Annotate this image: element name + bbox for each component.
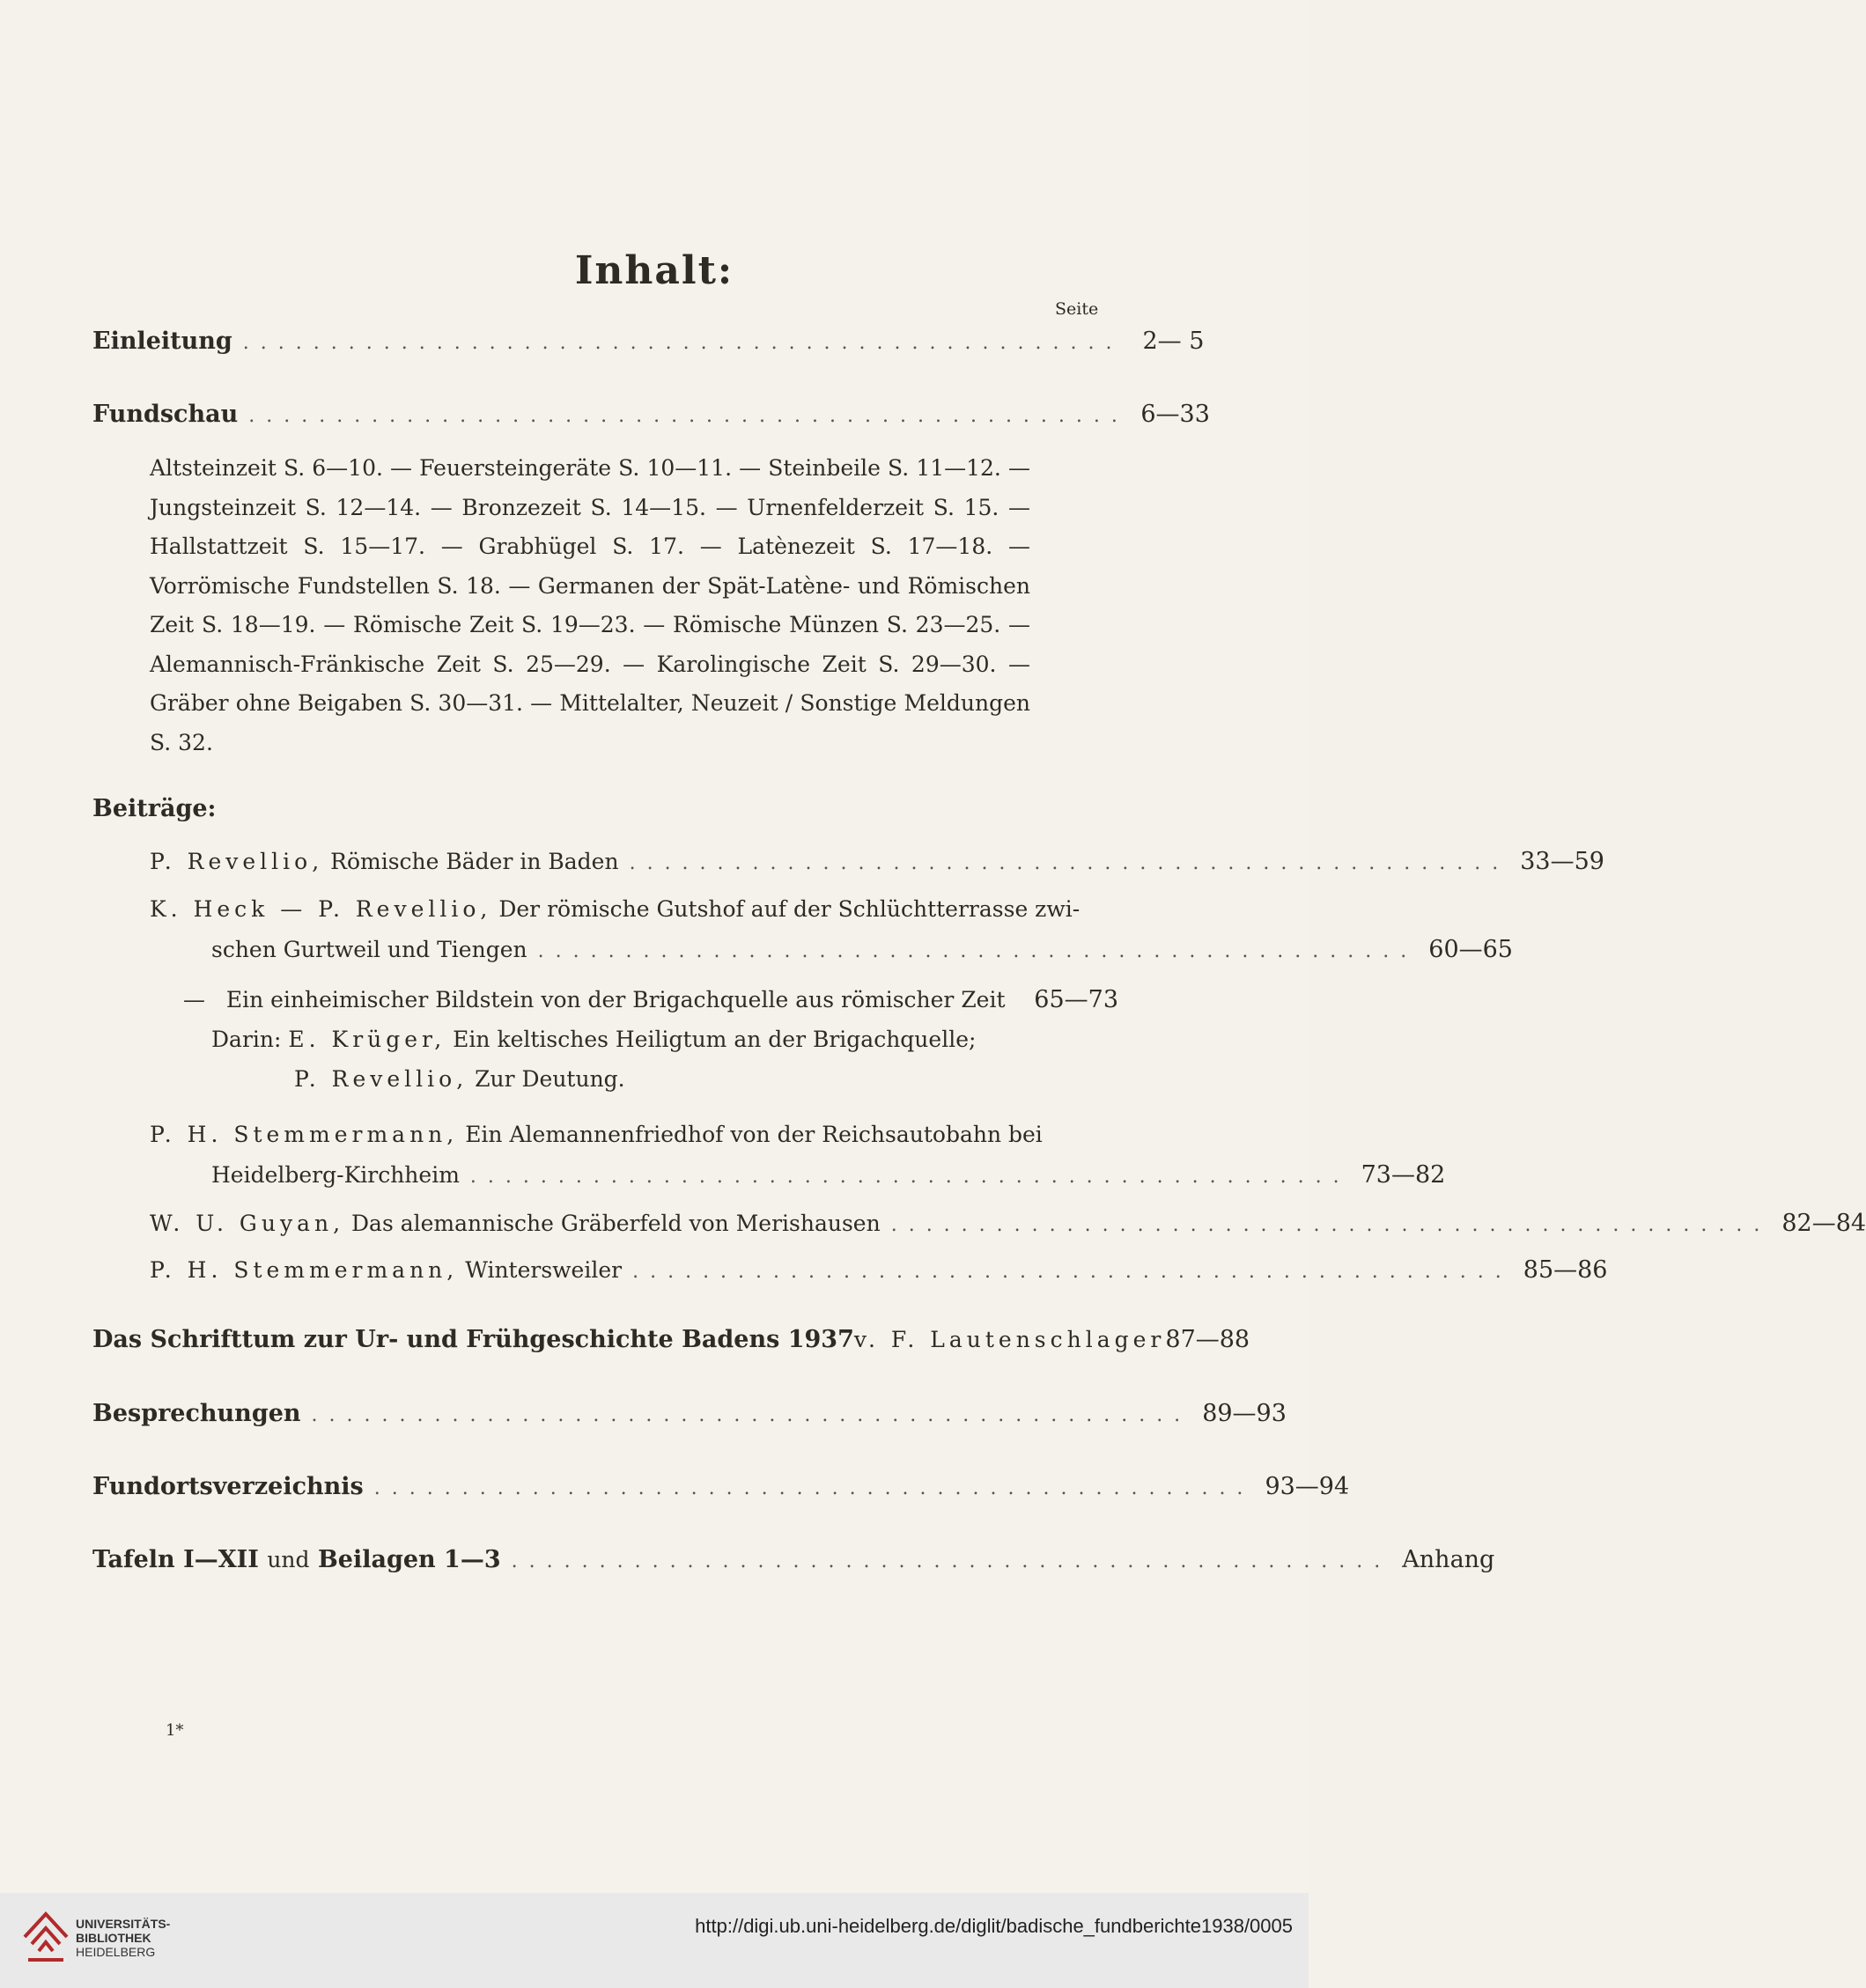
entry-pages: 2— 5 (1142, 328, 1205, 355)
entry-pages: 87—88 (1165, 1326, 1250, 1353)
fundschau-details: Altsteinzeit S. 6—10. — Feuersteingeräte S. 10—11. — Steinbeile S. 11—12. — Jungsteinzeit S. 12—14. — Bronzezeit S. 14—15. — Urnenfelderzeit S. 15. — Hallstattzeit S. 15—17. — Grabhügel S. 17. — Latènezeit S. 17—18. — Vorrömische Fundstellen S. 18. — Germanen der Spät-Latène- und Römischen Zeit S. 18—19. — Römische Zeit S. 19—23. — Römische Münzen S. 23—25. — Alemannisch-Fränkische Zeit S. 25—29. — Karolingische Zeit S. 29—30. — Gräber ohne Beigaben S. 30—31. — Mittelalter, Neuzeit / Sonstige Meldungen S. 32. (150, 455, 1030, 755)
contribution-stemmermann-line1[interactable] (150, 1122, 1043, 1147)
toc-entry-tafeln[interactable]: Tafeln I—XII und Beilagen 1—3 .................................................. Anhang (92, 1546, 1495, 1573)
contribution-title-cont: schen Gurtweil und Tiengen (211, 937, 527, 962)
contribution-bildstein-line3: P. Revellio, Zur Deutung. (294, 1066, 625, 1092)
contribution-bildstein-line2: Darin: E. Krüger, Ein keltisches Heiligtum an der Brigachquelle; (211, 1027, 977, 1052)
contribution-revellio-baeder[interactable] (150, 848, 1604, 888)
leader-dots: .................................................. (373, 1477, 1255, 1499)
entry-label: Einleitung (92, 328, 232, 355)
author: W. U. Guyan, (150, 1211, 345, 1236)
entry-label: Das Schrifttum zur Ur- und Frühgeschichte Badens 1937 (92, 1326, 854, 1353)
contribution-title: Der römische Gutshof auf der Schlüchtterrasse zwi- (498, 896, 1081, 922)
author: P. H. Stemmermann, (150, 1257, 459, 1283)
author: E. Krüger, (288, 1027, 446, 1052)
author: P. Revellio, (294, 1066, 468, 1092)
leader-dots: .................................................. (511, 1550, 1392, 1572)
toc-entry-schrifttum[interactable] (92, 1326, 1250, 1366)
contribution-heck-revellio-line1[interactable] (150, 896, 1080, 922)
ditto-dash: — (183, 987, 205, 1012)
page-number: 1* (166, 1721, 184, 1740)
leader-dots: .................................................. (469, 1166, 1351, 1188)
contribution-wintersweiler[interactable] (150, 1256, 1608, 1297)
contribution-heck-revellio-line2[interactable] (211, 936, 1513, 976)
contribution-title-cont: Heidelberg-Kirchheim (211, 1162, 460, 1188)
source-url-link[interactable]: http://digi.ub.uni-heidelberg.de/diglit/badische_fundberichte1938/0005 (695, 1915, 1293, 1937)
toc-entry-besprechungen[interactable] (92, 1400, 1287, 1440)
contribution-stemmermann-line2[interactable] (211, 1161, 1446, 1202)
library-name: UNIVERSITÄTS- BIBLIOTHEK HEIDELBERG (76, 1917, 171, 1959)
contribution-title: Römische Bäder in Baden (330, 849, 619, 874)
toc-entry-fundortsverzeichnis[interactable] (92, 1473, 1350, 1513)
toc-entry-fundschau[interactable] (92, 401, 1210, 441)
entry-pages: 82—84 (1781, 1210, 1866, 1237)
leader-dots: .................................................. (537, 940, 1419, 962)
entry-pages: 73—82 (1361, 1161, 1446, 1189)
entry-pages: 33—59 (1520, 848, 1604, 875)
entry-pages: 85—86 (1523, 1256, 1608, 1284)
contribution-title: Ein einheimischer Bildstein von der Brigachquelle aus römischer Zeit (225, 987, 1006, 1012)
leader-dots: .................................................. (890, 1214, 1772, 1236)
contribution-bildstein[interactable] (183, 986, 1118, 1027)
leader-dots: .................................................. (629, 852, 1510, 874)
leader-dots: .................................................. (248, 405, 1129, 427)
author: P. Revellio, (150, 849, 324, 874)
university-library-logo-icon (19, 1907, 72, 1969)
entry-pages: 65—73 (1034, 986, 1118, 1013)
leader-dots: .................................................. (242, 332, 1124, 354)
entry-author: v. F. Lautenschlager (853, 1327, 1166, 1352)
author: K. Heck — P. Revellio, (150, 896, 492, 922)
toc-entry-einleitung[interactable] (92, 328, 1205, 368)
contribution-guyan[interactable] (150, 1210, 1866, 1250)
entry-label: Fundschau (92, 401, 239, 428)
contribution-title: Das alemannische Gräberfeld von Merishausen (351, 1211, 881, 1236)
entry-label: Fundortsverzeichnis (92, 1473, 364, 1500)
contribution-title: Wintersweiler (465, 1257, 623, 1283)
entry-label: Besprechungen (92, 1400, 301, 1427)
beitraege-heading: Beiträge: (92, 795, 217, 822)
leader-dots: .................................................. (632, 1261, 1513, 1283)
column-header-seite: Seite (1055, 299, 1099, 319)
contribution-title: Ein Alemannenfriedhof von der Reichsautobahn bei (465, 1122, 1043, 1147)
entry-pages: 93—94 (1265, 1473, 1350, 1500)
entry-pages: 6—33 (1140, 401, 1210, 428)
leader-dots: .................................................. (311, 1404, 1192, 1426)
entry-label: Tafeln I—XII (92, 1546, 259, 1573)
page-title: Inhalt: (574, 248, 734, 293)
entry-pages: 89—93 (1202, 1400, 1287, 1427)
entry-pages: Anhang (1402, 1546, 1495, 1573)
author: P. H. Stemmermann, (150, 1122, 459, 1147)
entry-pages: 60—65 (1428, 936, 1513, 963)
footer-bar (0, 1893, 1309, 1988)
